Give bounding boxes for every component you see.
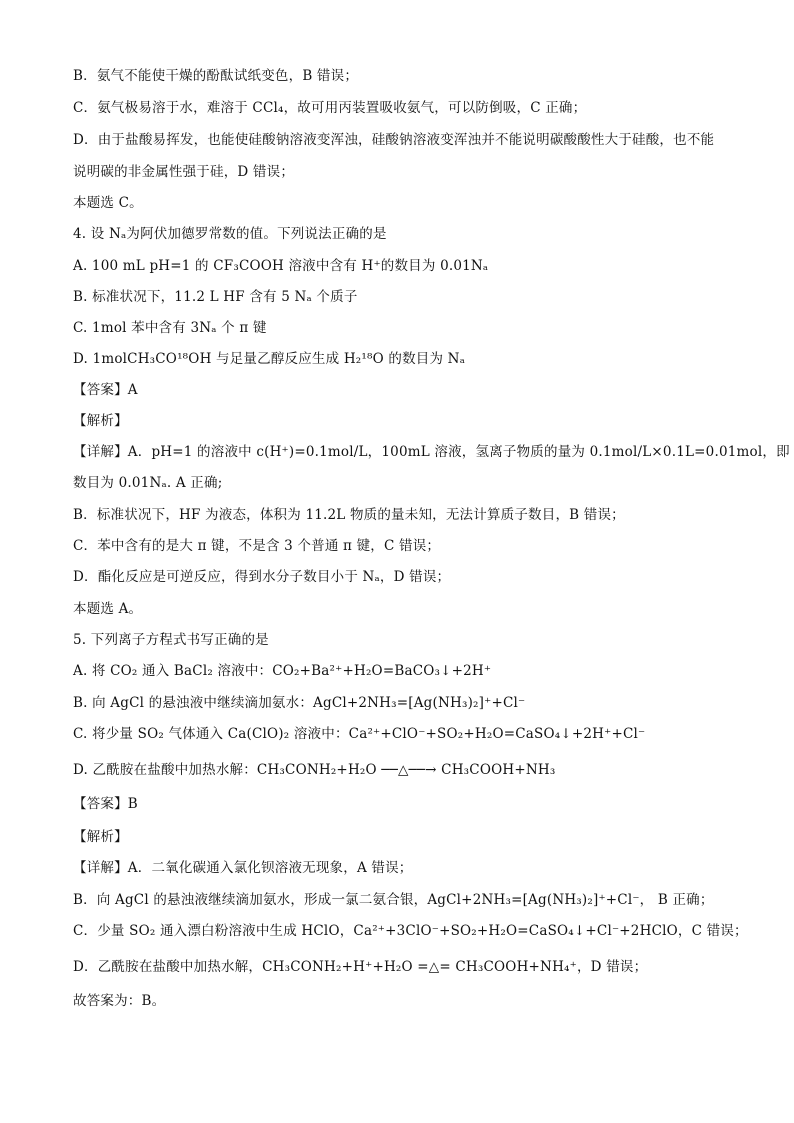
option-d: D. 乙酰胺在盐酸中加热水解：CH₃CONH₂+H₂O ──△──→ CH₃COOH+NH₃ (73, 762, 556, 778)
text-line: D．酯化反应是可逆反应，得到水分子数目小于 Nₐ，D 错误； (73, 569, 451, 585)
text-line: D．乙酰胺在盐酸中加热水解，CH₃CONH₂+H⁺+H₂O =△= CH₃COOH+NH₄⁺，D 错误； (73, 959, 648, 975)
option-a: A. 100 mL pH=1 的 CF₃COOH 溶液中含有 H⁺的数目为 0.01Nₐ (73, 258, 489, 274)
question-stem: 5. 下列离子方程式书写正确的是 (73, 632, 269, 648)
option-c: C. 1mol 苯中含有 3Nₐ 个 π 键 (73, 320, 267, 336)
text-line: 故答案为：B。 (73, 993, 166, 1009)
analysis-label: 【解析】 (73, 413, 128, 429)
text-line: B．氨气不能使干燥的酚酞试纸变色，B 错误； (73, 68, 359, 84)
detail-line: 【详解】A．pH=1 的溶液中 c(H⁺)=0.1mol/L，100mL 溶液，氢离子物质的量为 0.1mol/L×0.1L=0.01mol，即 (73, 444, 790, 460)
option-d: D. 1molCH₃CO¹⁸OH 与足量乙醇反应生成 H₂¹⁸O 的数目为 Nₐ (73, 351, 466, 367)
text-line: 本题选 A。 (73, 601, 143, 617)
text-line: 本题选 C。 (73, 195, 143, 211)
text-line: 数目为 0.01Nₐ. A 正确; (73, 475, 223, 491)
text-line: D．由于盐酸易挥发，也能使硅酸钠溶液变浑浊，硅酸钠溶液变浑浊并不能说明碳酸酸性大于硅酸，也不能 (73, 132, 715, 148)
answer-label: 【答案】A (73, 382, 138, 398)
text-line: C．苯中含有的是大 π 键，不是含 3 个普通 π 键，C 错误； (73, 538, 441, 554)
text-line: C．氨气极易溶于水，难溶于 CCl₄，故可用丙装置吸收氨气，可以防倒吸，C 正确； (73, 100, 587, 116)
question-stem: 4. 设 Nₐ为阿伏加德罗常数的值。下列说法正确的是 (73, 226, 387, 242)
analysis-label: 【解析】 (73, 829, 128, 845)
text-line: B．向 AgCl 的悬浊液继续滴加氨水，形成一氯二氨合银，AgCl+2NH₃=[Ag(NH₃)₂]⁺+Cl⁻， B 正确； (73, 892, 714, 908)
option-b: B. 向 AgCl 的悬浊液中继续滴加氨水：AgCl+2NH₃=[Ag(NH₃)₂]⁺+Cl⁻ (73, 695, 526, 711)
detail-line: 【详解】A．二氧化碳通入氯化钡溶液无现象，A 错误； (73, 860, 413, 876)
text-line: B．标准状况下，HF 为液态，体积为 11.2L 物质的量未知，无法计算质子数目，B 错误； (73, 507, 625, 523)
option-c: C. 将少量 SO₂ 气体通入 Ca(ClO)₂ 溶液中：Ca²⁺+ClO⁻+SO₂+H₂O=CaSO₄↓+2H⁺+Cl⁻ (73, 726, 646, 742)
option-b: B. 标准状况下，11.2 L HF 含有 5 Nₐ 个质子 (73, 289, 358, 305)
text-line: 说明碳的非金属性强于硅，D 错误； (73, 164, 295, 180)
text-line: C．少量 SO₂ 通入漂白粉溶液中生成 HClO，Ca²⁺+3ClO⁻+SO₂+H₂O=CaSO₄↓+Cl⁻+2HClO，C 错误； (73, 923, 748, 939)
answer-label: 【答案】B (73, 796, 138, 812)
option-a: A. 将 CO₂ 通入 BaCl₂ 溶液中：CO₂+Ba²⁺+H₂O=BaCO₃↓+2H⁺ (73, 663, 492, 679)
